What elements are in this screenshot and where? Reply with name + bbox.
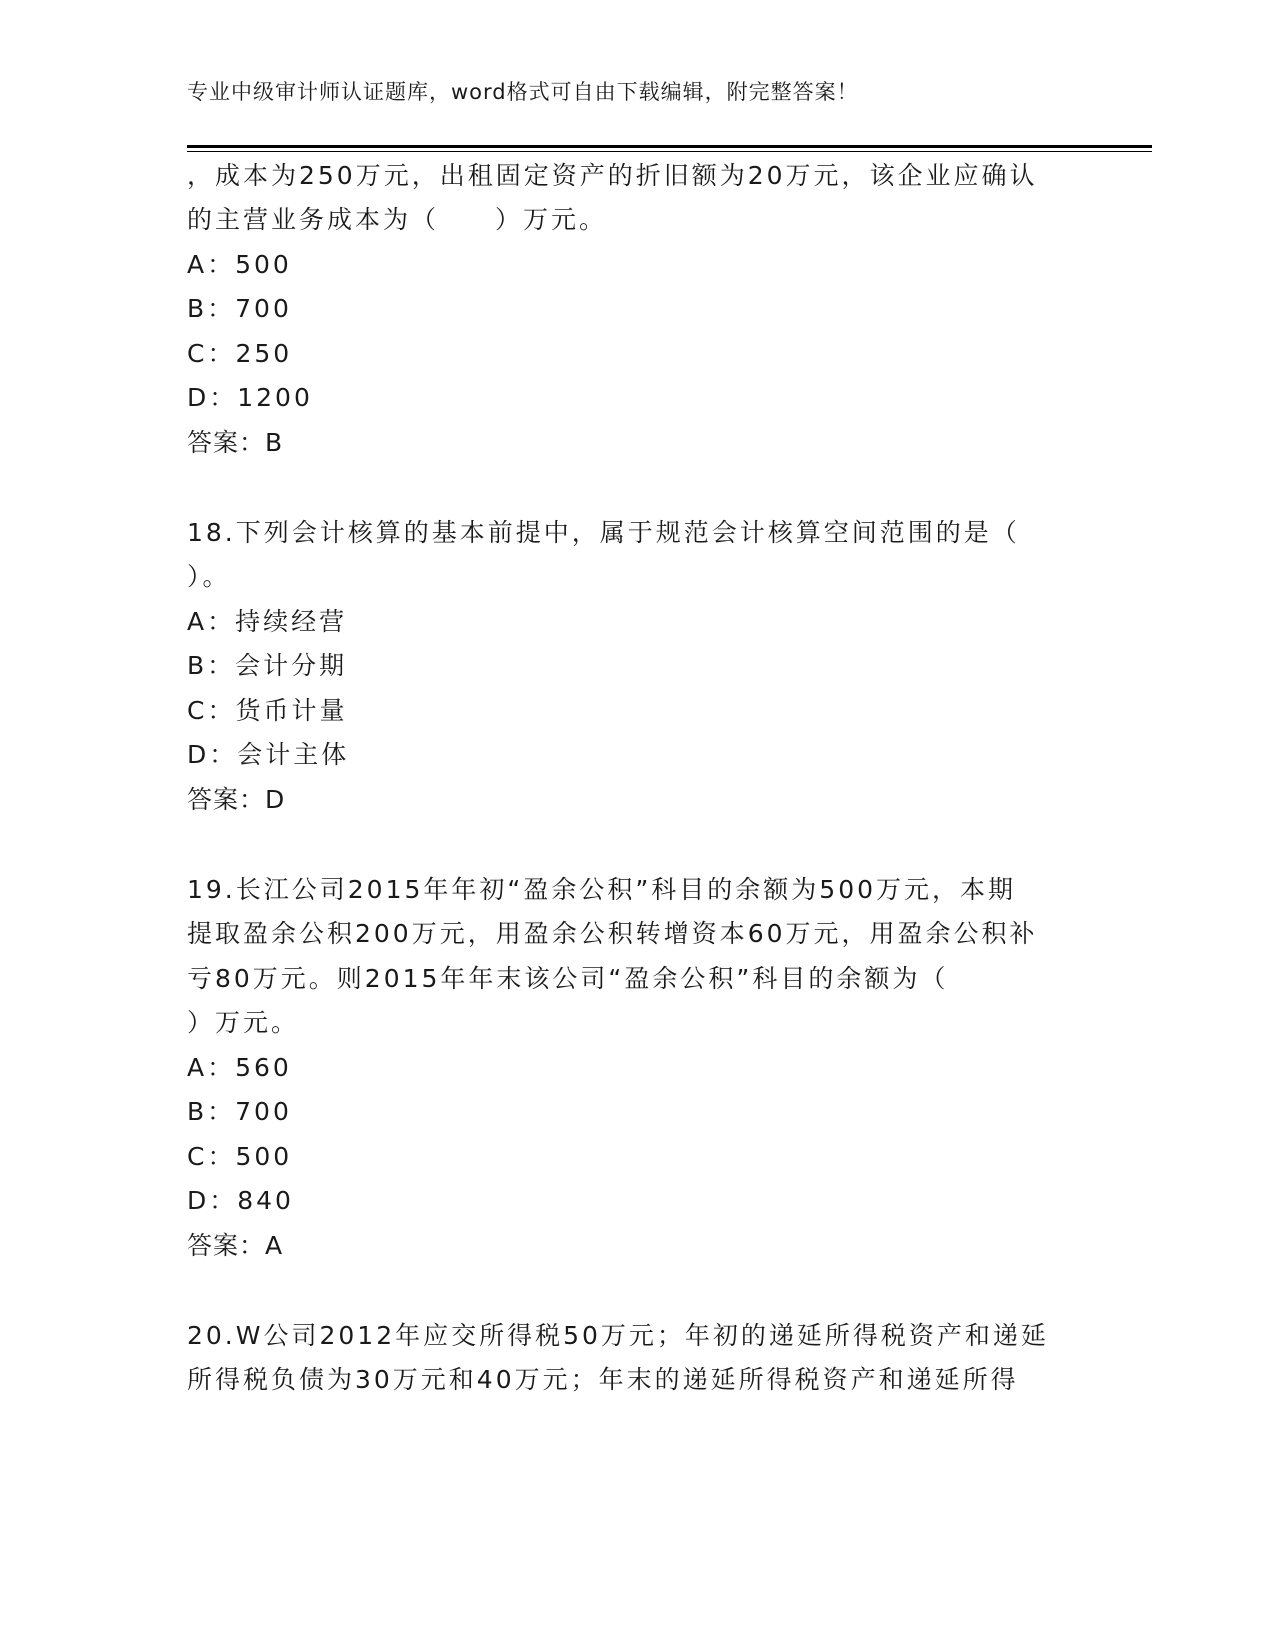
- q20-text-line-2: 所得税负债为30万元和40万元；年末的递延所得税资产和递延所得: [187, 1365, 1019, 1394]
- q17-answer: 答案：B: [187, 428, 284, 457]
- q19-text-line-3: 亏80万元。则2015年年末该公司“盈余公积”科目的余额为（: [187, 964, 949, 993]
- q20-text-line-1: 20.W公司2012年应交所得税50万元；年初的递延所得税资产和递延: [187, 1321, 1049, 1350]
- q19-option-d: D：840: [187, 1186, 294, 1215]
- q17-option-d: D：1200: [187, 383, 313, 412]
- header-rule-thick: [187, 145, 1152, 148]
- q18-option-c: C：货币计量: [187, 696, 348, 725]
- q17-text-line-2: 的主营业务成本为（ ）万元。: [187, 205, 608, 234]
- q18-answer: 答案：D: [187, 785, 286, 814]
- q18-text-line-2: ）。: [187, 562, 231, 591]
- q18-option-a: A：持续经营: [187, 607, 348, 636]
- page-header: 专业中级审计师认证题库，word格式可自由下载编辑，附完整答案！: [187, 80, 859, 104]
- q19-text-line-2: 提取盈余公积200万元，用盈余公积转增资本60万元，用盈余公积补: [187, 919, 1038, 948]
- q19-option-b: B：700: [187, 1097, 292, 1126]
- q17-text-line-1: ，成本为250万元，出租固定资产的折旧额为20万元，该企业应确认: [187, 161, 1038, 190]
- q18-option-b: B：会计分期: [187, 651, 348, 680]
- header-rule-thin: [187, 151, 1152, 152]
- q18-option-d: D：会计主体: [187, 740, 350, 769]
- q17-option-b: B：700: [187, 294, 292, 323]
- q18-text-line-1: 18.下列会计核算的基本前提中，属于规范会计核算空间范围的是（: [187, 518, 1020, 547]
- q19-answer: 答案：A: [187, 1231, 284, 1260]
- q17-option-a: A：500: [187, 250, 292, 279]
- q17-option-c: C：250: [187, 339, 293, 368]
- q19-text-line-4: ）万元。: [187, 1008, 300, 1037]
- q19-option-a: A：560: [187, 1053, 292, 1082]
- q19-option-c: C：500: [187, 1142, 293, 1171]
- q19-text-line-1: 19.长江公司2015年年初“盈余公积”科目的余额为500万元，本期: [187, 875, 1017, 904]
